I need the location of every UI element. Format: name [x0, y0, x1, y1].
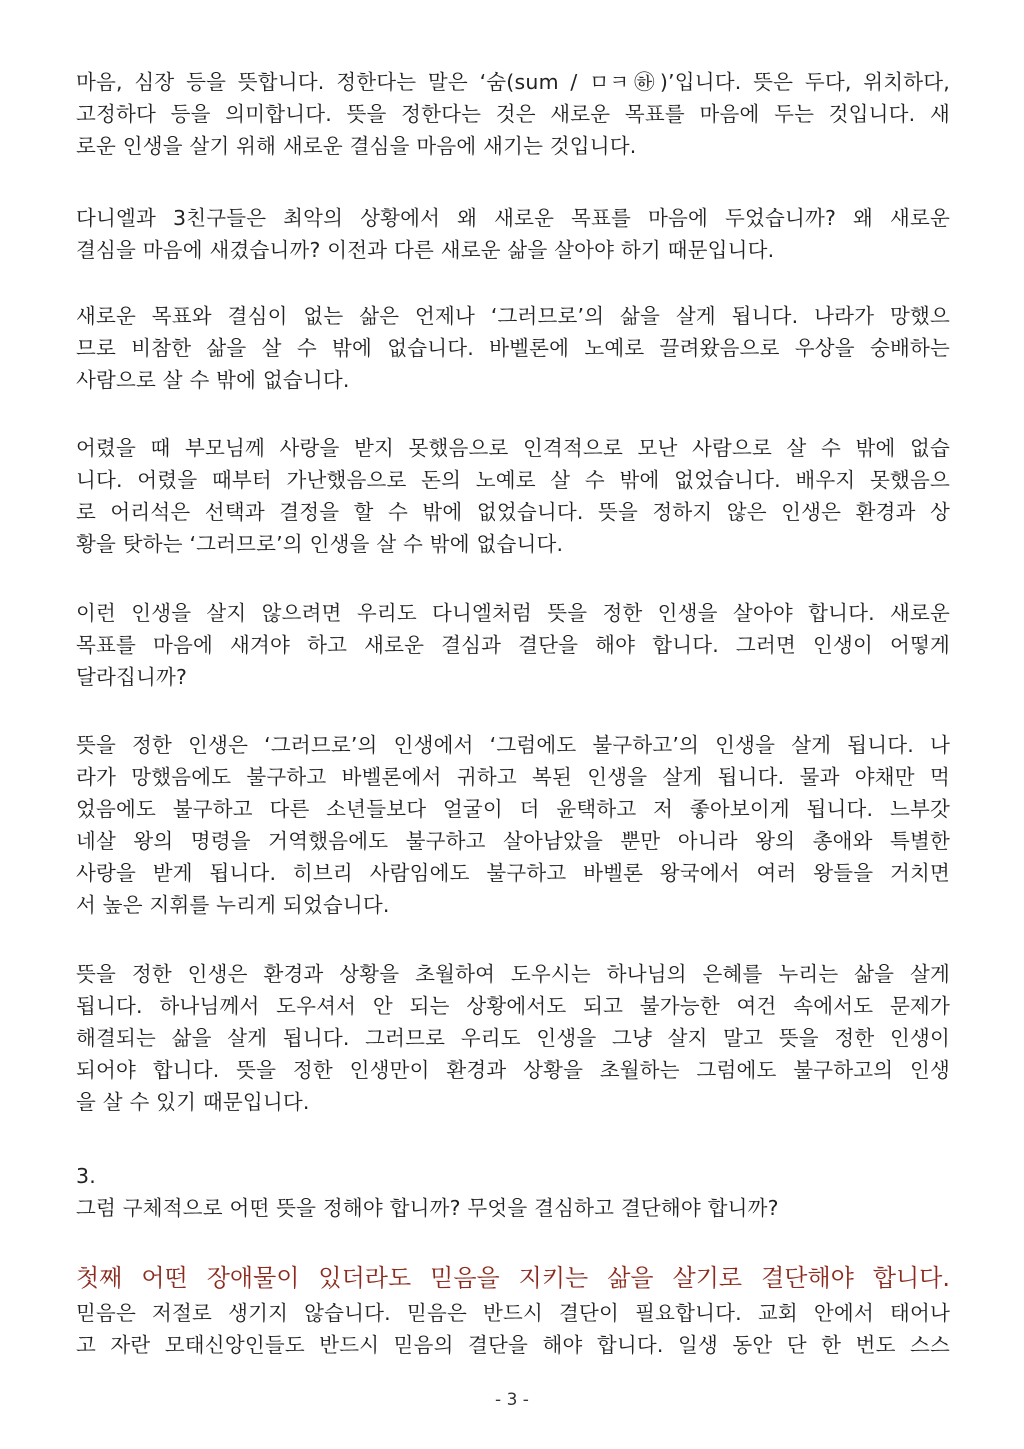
text-line: 을 살 수 있기 때문입니다. — [76, 1090, 310, 1114]
text-line: 고 자란 모태신앙인들도 반드시 믿음의 결단을 해야 합니다. 일생 동안 단 한 번도 스스 — [76, 1333, 950, 1357]
text-line: 므로 비참한 삶을 살 수 밖에 없습니다. 바벨론에 노예로 끌려왔음으로 우상을 숭배하는 — [76, 336, 950, 360]
text-line: 이런 인생을 살지 않으려면 우리도 다니엘처럼 뜻을 정한 인생을 살아야 합니다. 새로운 — [76, 601, 950, 625]
paragraph-4 — [76, 432, 950, 560]
text-line: 해결되는 삶을 살게 됩니다. 그러므로 우리도 인생을 그냥 살지 말고 뜻을 정한 인생이 — [76, 1026, 950, 1050]
paragraph-5 — [76, 597, 950, 693]
paragraph-8 — [76, 1297, 950, 1361]
text-line: 뜻을 정한 인생은 ‘그러므로’의 인생에서 ‘그럼에도 불구하고’의 인생을 살게 됩니다. 나 — [76, 733, 950, 757]
text-line: 니다. 어렸을 때부터 가난했음으로 돈의 노예로 살 수 밖에 없었습니다. 배우지 못했음으 — [76, 468, 950, 492]
text-line: 었음에도 불구하고 다른 소년들보다 얼굴이 더 윤택하고 저 좋아보이게 됩니다. 느부갓 — [76, 797, 950, 821]
text-line: 달라집니까? — [76, 665, 188, 689]
text-line: 사람으로 살 수 밖에 없습니다. — [76, 368, 350, 392]
section-heading: 첫째 어떤 장애물이 있더라도 믿음을 지키는 삶을 살기로 결단해야 합니다. — [76, 1264, 950, 1292]
text-line: 네살 왕의 명령을 거역했음에도 불구하고 살아남았을 뿐만 아니라 왕의 총애와 특별한 — [76, 829, 950, 853]
text-line: 마음, 심장 등을 뜻합니다. 정한다는 말은 ‘숨(sum / ㅁㅋ㉻)’입니다. 뜻은 두다, 위치하다, — [76, 70, 950, 94]
text-line: 뜻을 정한 인생은 환경과 상황을 초월하여 도우시는 하나님의 은혜를 누리는 삶을 살게 — [76, 962, 950, 986]
text-line: 로 어리석은 선택과 결정을 할 수 밖에 없었습니다. 뜻을 정하지 않은 인생은 환경과 상 — [76, 500, 950, 524]
section-intro — [76, 1160, 950, 1224]
text-line: 다니엘과 3친구들은 최악의 상황에서 왜 새로운 목표를 마음에 두었습니까? 왜 새로운 — [76, 206, 950, 230]
text-line: 라가 망했음에도 불구하고 바벨론에서 귀하고 복된 인생을 살게 됩니다. 물과 야채만 먹 — [76, 765, 950, 789]
text-line: 됩니다. 하나님께서 도우셔서 안 되는 상황에서도 되고 불가능한 여건 속에서도 문제가 — [76, 994, 950, 1018]
text-line: 서 높은 지휘를 누리게 되었습니다. — [76, 893, 390, 917]
text-line: 목표를 마음에 새겨야 하고 새로운 결심과 결단을 해야 합니다. 그러면 인생이 어떻게 — [76, 633, 950, 657]
text-line: 사랑을 받게 됩니다. 히브리 사람임에도 불구하고 바벨론 왕국에서 여러 왕들을 거치면 — [76, 861, 950, 885]
paragraph-7 — [76, 958, 950, 1118]
text-line: 그럼 구체적으로 어떤 뜻을 정해야 합니까? 무엇을 결심하고 결단해야 합니까? — [76, 1196, 779, 1220]
text-line: 황을 탓하는 ‘그러므로’의 인생을 살 수 밖에 없습니다. — [76, 532, 564, 556]
text-line: 고정하다 등을 의미합니다. 뜻을 정한다는 것은 새로운 목표를 마음에 두는 것입니다. 새 — [76, 102, 950, 126]
text-line: 새로운 목표와 결심이 없는 삶은 언제나 ‘그러므로’의 삶을 살게 됩니다. 나라가 망했으 — [76, 304, 950, 328]
text-line: 결심을 마음에 새겼습니까? 이전과 다른 새로운 삶을 살아야 하기 때문입니다. — [76, 238, 775, 262]
text-line: 로운 인생을 살기 위해 새로운 결심을 마음에 새기는 것입니다. — [76, 134, 637, 158]
section-number: 3. — [76, 1164, 96, 1188]
text-line: 되어야 합니다. 뜻을 정한 인생만이 환경과 상황을 초월하는 그럼에도 불구하고의 인생 — [76, 1058, 950, 1082]
paragraph-3 — [76, 300, 950, 396]
paragraph-2 — [76, 202, 950, 266]
paragraph-6 — [76, 729, 950, 921]
text-line: 어렸을 때 부모님께 사랑을 받지 못했음으로 인격적으로 모난 사람으로 살 수 밖에 없습 — [76, 436, 950, 460]
page-number: - 3 - — [495, 1390, 529, 1410]
text-line: 믿음은 저절로 생기지 않습니다. 믿음은 반드시 결단이 필요합니다. 교회 안에서 태어나 — [76, 1301, 950, 1325]
paragraph-1 — [76, 66, 950, 162]
